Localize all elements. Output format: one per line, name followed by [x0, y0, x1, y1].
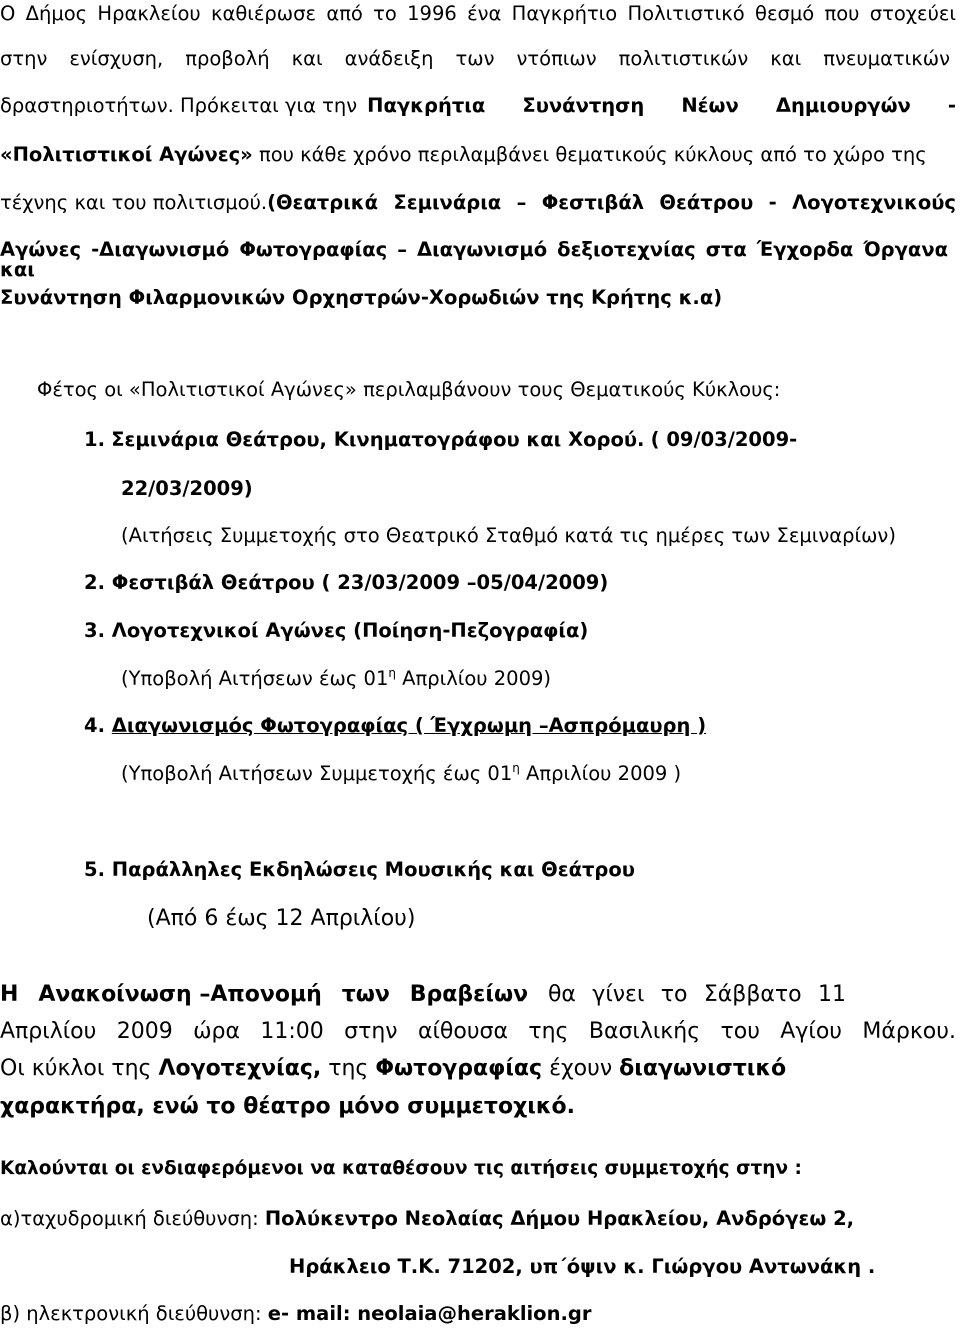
cycle-4-note-end: Απριλίου 2009 ) — [519, 762, 682, 785]
cycle-1-title: Σεμινάρια Θεάτρου, Κινηματογράφου και Χορού. — [111, 428, 645, 451]
awards-line-3-e: έχουν — [542, 1056, 620, 1081]
postal-address-line-2: Ηράκλειο Τ.Κ. 71202, υπ΄όψιν κ. Γιώργου Αντωνάκη . — [289, 1255, 876, 1278]
postal-value: Πολύκεντρο Νεολαίας Δήμου Ηρακλείου, Ανδρόγεω 2, — [264, 1207, 855, 1230]
awards-line-3 — [0, 1058, 786, 1080]
intro-line-4 — [0, 145, 927, 165]
awards-line-1 — [0, 984, 846, 1006]
intro-line-3 — [0, 96, 956, 116]
intro-line-6: Αγώνες -Διαγωνισμό Φωτογραφίας – Διαγωνισμό δεξιοτεχνίας στα Έγχορδα Όργανα και — [0, 238, 948, 281]
cycle-2-dates: ( 23/03/2009 –05/04/2009) — [321, 571, 609, 594]
invite-text: Καλούνται οι ενδιαφερόμενοι να καταθέσουν τις αιτήσεις συμμετοχής στην : — [0, 1158, 802, 1179]
intro-line-2: στην ενίσχυση, προβολή και ανάδειξη των ντόπιων πολιτιστικών και πνευματικών — [0, 47, 950, 70]
cycles-list-inline: (Θεατρικά Σεμινάρια – Φεστιβάλ Θεάτρου - Λογοτεχνικούς — [267, 191, 956, 214]
awards-line-1-rest: θα γίνει το Σάββατο 11 — [547, 982, 846, 1007]
cycle-1-dates-end: 22/03/2009) — [121, 477, 253, 500]
cycle-2-number: 2. — [84, 571, 105, 594]
cycle-3-number: 3. — [84, 619, 105, 642]
email-label: β) ηλεκτρονική διεύθυνση: — [0, 1302, 262, 1325]
cycles-heading: Φέτος οι «Πολιτιστικοί Αγώνες» περιλαμβάνουν τους Θεματικούς Κύκλους: — [37, 378, 781, 401]
cycle-4-note — [121, 761, 682, 785]
cycle-1-note: (Αιτήσεις Συμμετοχής στο Θεατρικό Σταθμό κατά τις ημέρες των Σεμιναρίων) — [121, 524, 896, 547]
cycle-4-number: 4. — [84, 714, 105, 737]
intro-line-5-text: τέχνης και του πολιτισμού. — [0, 191, 268, 214]
postal-address-line — [0, 1209, 854, 1229]
cycle-3-title: Λογοτεχνικοί Αγώνες (Ποίηση-Πεζογραφία) — [111, 619, 589, 642]
awards-word-3: των — [341, 982, 390, 1007]
awards-line-3-a: Οι κύκλοι της — [0, 1056, 159, 1081]
cycle-4-note-sup: η — [512, 761, 520, 775]
cycle-3-note-end: Απριλίου 2009) — [395, 667, 552, 690]
intro-line-5 — [0, 193, 956, 213]
email-value[interactable]: e- mail: neolaia@heraklion.gr — [267, 1302, 592, 1325]
cycle-1-number: 1. — [84, 428, 105, 451]
intro-line-3-text: δραστηριοτήτων. Πρόκειται για την — [0, 94, 358, 117]
cycle-item-3 — [84, 621, 588, 641]
awards-line-3-c: της — [321, 1056, 376, 1081]
awards-word-1: Η — [0, 982, 19, 1007]
cycle-1-dates: ( 09/03/2009- — [650, 428, 798, 451]
cycle-5-title: Παράλληλες Εκδηλώσεις Μουσικής και Θεάτρου — [111, 858, 635, 881]
cycle-4-note-text: (Υποβολή Αιτήσεων Συμμετοχής έως 01 — [121, 762, 513, 785]
cycle-3-note-sup: η — [388, 666, 396, 680]
event-name: Παγκρήτια Συνάντηση Νέων Δημιουργών - — [367, 94, 956, 117]
email-line — [0, 1304, 591, 1324]
event-subtitle: «Πολιτιστικοί Αγώνες» — [0, 143, 253, 166]
intro-line-4-text: που κάθε χρόνο περιλαμβάνει θεματικούς κύκλους από το χώρο της — [252, 143, 927, 166]
intro-line-1: Ο Δήμος Ηρακλείου καθιέρωσε από το 1996 ένα Παγκρήτιο Πολιτιστικό θεσμό που στοχεύει — [0, 2, 956, 25]
intro-line-7: Συνάντηση Φιλαρμονικών Ορχηστρών-Χορωδιών της Κρήτης κ.α) — [0, 286, 723, 309]
cycle-item-2 — [84, 573, 608, 593]
literature-cycle: Λογοτεχνίας, — [158, 1056, 322, 1081]
photography-cycle: Φωτογραφίας — [375, 1056, 543, 1081]
cycle-item-5 — [84, 860, 635, 880]
awards-line-4: χαρακτήρα, ενώ το θέατρο μόνο συμμετοχικό. — [0, 1094, 575, 1119]
awards-line-2: Απριλίου 2009 ώρα 11:00 στην αίθουσα της Βασιλικής του Αγίου Μάρκου. — [0, 1019, 956, 1044]
postal-label: α)ταχυδρομική διεύθυνση: — [0, 1207, 259, 1230]
cycle-5-number: 5. — [84, 858, 105, 881]
competitive-label: διαγωνιστικό — [619, 1056, 787, 1081]
cycle-3-note-text: (Υποβολή Αιτήσεων έως 01 — [121, 667, 389, 690]
cycle-item-1 — [84, 430, 797, 450]
cycle-3-note — [121, 666, 552, 690]
awards-word-2: Ανακοίνωση –Απονομή — [38, 982, 322, 1007]
cycle-2-title: Φεστιβάλ Θεάτρου — [111, 571, 315, 594]
awards-word-4: Βραβείων — [409, 982, 529, 1007]
cycle-4-title: Διαγωνισμός Φωτογραφίας ( Έγχρωμη –Ασπρόμαυρη ) — [111, 714, 707, 737]
cycle-5-note: (Από 6 έως 12 Απριλίου) — [147, 906, 416, 931]
cycle-item-4 — [84, 716, 706, 736]
